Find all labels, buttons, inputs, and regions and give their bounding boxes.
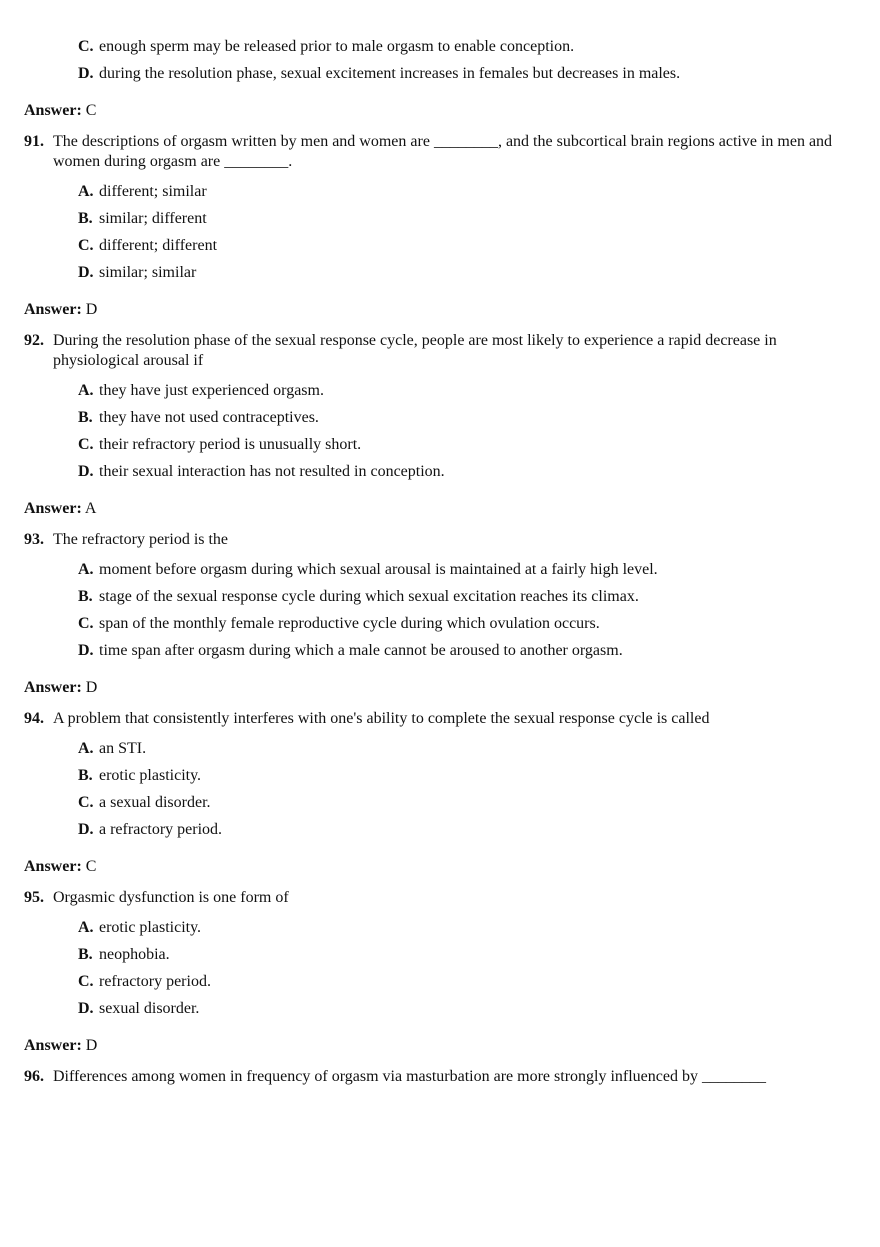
- question-text: The descriptions of orgasm written by men and women are ________, and the subcortical brain regions active in men and women during orgasm are ________.: [53, 133, 833, 170]
- question-93: [0, 530, 880, 550]
- option-item: [0, 461, 880, 488]
- question-94: [0, 709, 880, 729]
- option-item: [0, 586, 880, 613]
- question-92: [0, 331, 880, 371]
- question-number: 95.: [24, 889, 44, 906]
- question-text: The refractory period is the: [53, 531, 229, 548]
- question-91: [0, 132, 880, 172]
- answer-line: [0, 299, 880, 321]
- option-item: [0, 613, 880, 640]
- document-page: [0, 36, 880, 1096]
- option-item: [0, 792, 880, 819]
- answer-label: Answer:: [24, 301, 82, 318]
- option-letter: A.: [78, 561, 94, 578]
- option-item: [0, 640, 880, 667]
- option-text: enough sperm may be released prior to male orgasm to enable conception.: [99, 38, 575, 55]
- answer-label: Answer:: [24, 1037, 82, 1054]
- option-text: similar; different: [99, 210, 207, 227]
- option-text: their sexual interaction has not resulted in conception.: [99, 463, 445, 480]
- answer-label: Answer:: [24, 500, 82, 517]
- answer-value: D: [85, 301, 98, 318]
- answer-line: [0, 498, 880, 520]
- option-text: moment before orgasm during which sexual arousal is maintained at a fairly high level.: [99, 561, 658, 578]
- option-item: [0, 765, 880, 792]
- option-letter: B.: [78, 409, 93, 426]
- answer-value: C: [85, 102, 97, 119]
- option-item: [0, 738, 880, 765]
- option-letter: D.: [78, 642, 94, 659]
- option-item: [0, 380, 880, 407]
- answer-line: [0, 100, 880, 122]
- option-letter: D.: [78, 463, 94, 480]
- answer-value: D: [85, 679, 98, 696]
- option-item: [0, 944, 880, 971]
- option-item: [0, 998, 880, 1025]
- answer-label: Answer:: [24, 858, 82, 875]
- option-letter: D.: [78, 821, 94, 838]
- option-letter: C.: [78, 615, 94, 632]
- option-text: time span after orgasm during which a male cannot be aroused to another orgasm.: [99, 642, 623, 659]
- question-number: 94.: [24, 710, 44, 727]
- option-item: [0, 917, 880, 944]
- option-text: erotic plasticity.: [99, 919, 202, 936]
- option-text: a sexual disorder.: [99, 794, 211, 811]
- option-item: [0, 181, 880, 208]
- question-text: Orgasmic dysfunction is one form of: [53, 889, 289, 906]
- option-text: neophobia.: [99, 946, 170, 963]
- option-text: they have just experienced orgasm.: [99, 382, 324, 399]
- option-item: [0, 559, 880, 586]
- question-text: During the resolution phase of the sexual response cycle, people are most likely to experience a rapid decrease in physiological arousal if: [53, 332, 777, 369]
- option-letter: A.: [78, 740, 94, 757]
- option-text: refractory period.: [99, 973, 211, 990]
- option-letter: B.: [78, 588, 93, 605]
- option-text: similar; similar: [99, 264, 197, 281]
- option-letter: D.: [78, 264, 94, 281]
- option-letter: B.: [78, 767, 93, 784]
- option-text: erotic plasticity.: [99, 767, 202, 784]
- option-text: an STI.: [99, 740, 147, 757]
- option-letter: C.: [78, 436, 94, 453]
- option-letter: C.: [78, 794, 94, 811]
- question-text: A problem that consistently interferes with one's ability to complete the sexual response cycle is called: [53, 710, 710, 727]
- option-letter: C.: [78, 38, 94, 55]
- option-item: [0, 262, 880, 289]
- option-item: [0, 235, 880, 262]
- question-number: 91.: [24, 133, 44, 150]
- option-item: [0, 819, 880, 846]
- question-number: 93.: [24, 531, 44, 548]
- answer-value: A: [84, 500, 97, 517]
- option-text: different; similar: [99, 183, 207, 200]
- option-text: different; different: [99, 237, 218, 254]
- answer-label: Answer:: [24, 102, 82, 119]
- option-text: they have not used contraceptives.: [99, 409, 319, 426]
- answer-line: [0, 1035, 880, 1057]
- option-text: stage of the sexual response cycle during which sexual excitation reaches its climax.: [99, 588, 639, 605]
- option-item: [0, 36, 880, 63]
- option-text: a refractory period.: [99, 821, 223, 838]
- option-item: [0, 208, 880, 235]
- option-text: sexual disorder.: [99, 1000, 200, 1017]
- option-letter: C.: [78, 237, 94, 254]
- option-item: [0, 63, 880, 90]
- option-item: [0, 971, 880, 998]
- answer-label: Answer:: [24, 679, 82, 696]
- option-letter: A.: [78, 919, 94, 936]
- option-item: [0, 407, 880, 434]
- question-number: 96.: [24, 1068, 44, 1085]
- option-text: span of the monthly female reproductive cycle during which ovulation occurs.: [99, 615, 600, 632]
- option-letter: B.: [78, 210, 93, 227]
- answer-line: [0, 677, 880, 699]
- option-letter: C.: [78, 973, 94, 990]
- option-letter: A.: [78, 382, 94, 399]
- answer-line: [0, 856, 880, 878]
- option-letter: D.: [78, 1000, 94, 1017]
- question-text: Differences among women in frequency of orgasm via masturbation are more strongly influenced by ________: [53, 1068, 766, 1085]
- option-text: their refractory period is unusually short.: [99, 436, 362, 453]
- question-number: 92.: [24, 332, 44, 349]
- question-95: [0, 888, 880, 908]
- question-96: [0, 1067, 880, 1087]
- option-text: during the resolution phase, sexual excitement increases in females but decreases in males.: [99, 65, 681, 82]
- option-letter: A.: [78, 183, 94, 200]
- option-letter: B.: [78, 946, 93, 963]
- answer-value: D: [85, 1037, 98, 1054]
- option-item: [0, 434, 880, 461]
- option-letter: D.: [78, 65, 94, 82]
- answer-value: C: [85, 858, 97, 875]
